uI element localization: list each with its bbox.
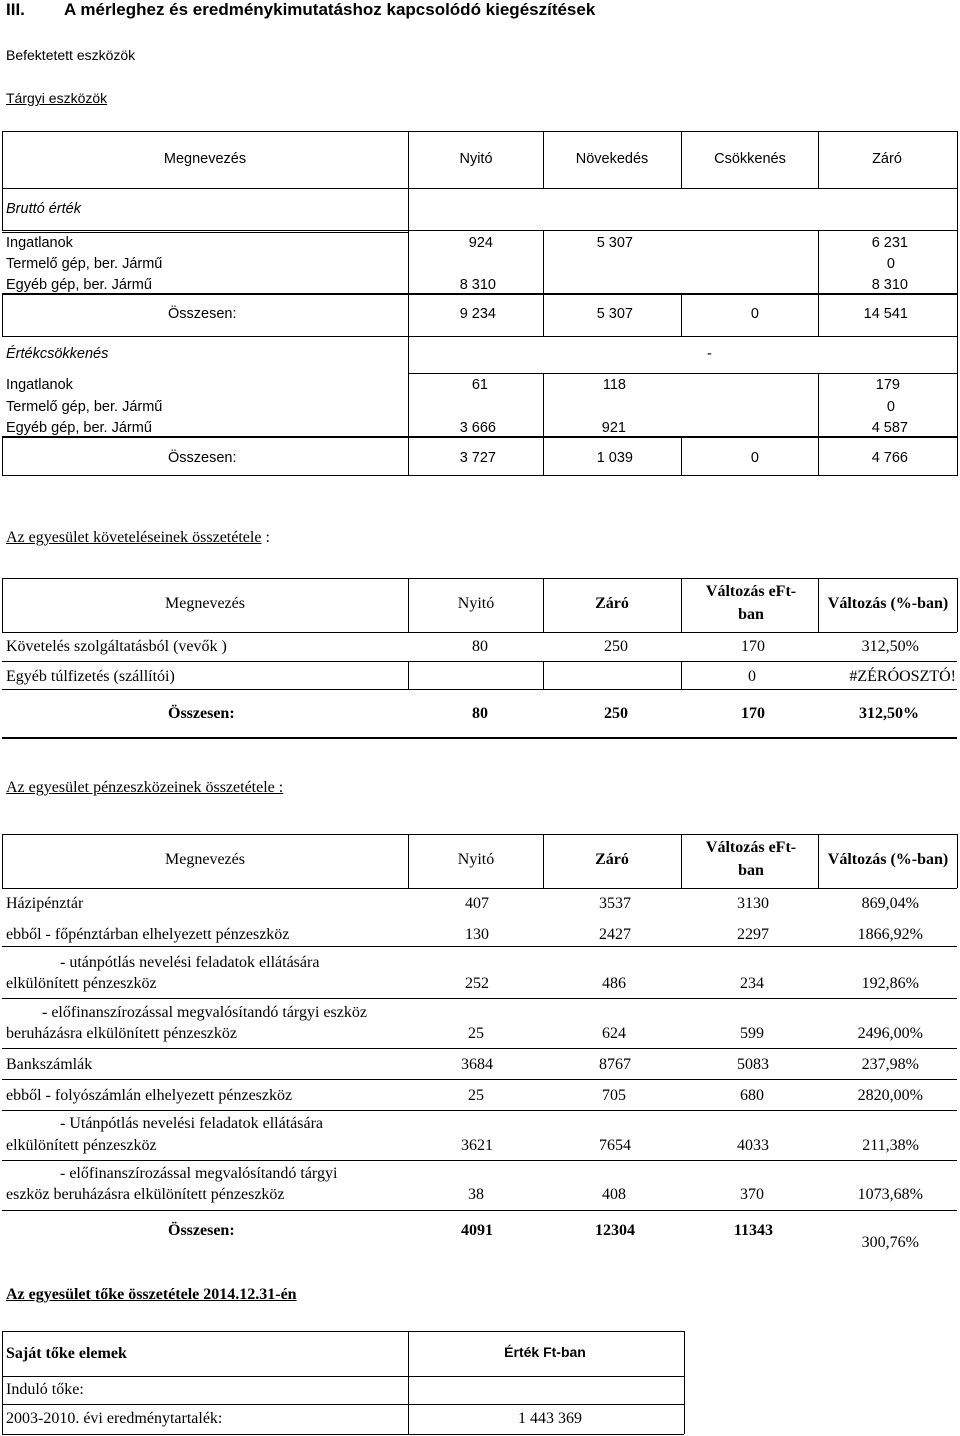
col-header-open: Nyitó bbox=[459, 151, 493, 167]
cell-close: 8 310 bbox=[871, 277, 908, 293]
row-name: Egyéb túlfizetés (szállítói) bbox=[6, 668, 175, 685]
cell-change: 2297 bbox=[737, 926, 769, 943]
row-name: ebből - folyószámlán elhelyezett pénzeszköz bbox=[6, 1087, 293, 1104]
col-header-close: Záró bbox=[872, 151, 902, 167]
row-name: Ingatlanok bbox=[6, 235, 73, 251]
total-label: Összesen: bbox=[168, 306, 237, 322]
row-name-line2: beruházásra elkülönített pénzeszköz bbox=[6, 1025, 237, 1042]
equity-title: Az egyesület tőke összetétele 2014.12.31-én bbox=[6, 1286, 297, 1303]
col-header-name: Megnevezés bbox=[165, 851, 245, 868]
cell-close: 7654 bbox=[599, 1137, 631, 1154]
row-name: ebből - főpénztárban elhelyezett pénzeszköz bbox=[6, 926, 290, 943]
cell-close: 250 bbox=[604, 638, 628, 655]
total-change: 170 bbox=[741, 705, 765, 722]
depreciation-label: Értékcsökkenés bbox=[6, 346, 109, 362]
cell-open: 407 bbox=[465, 895, 489, 912]
cell-close: 0 bbox=[886, 256, 895, 272]
cell-open: 25 bbox=[468, 1087, 484, 1104]
cell-pct: 869,04% bbox=[861, 895, 919, 912]
cell-open: 3 666 bbox=[459, 420, 496, 436]
row-name: Egyéb gép, ber. Jármű bbox=[6, 420, 152, 436]
cell-close: 486 bbox=[602, 975, 626, 992]
total-change: 11343 bbox=[733, 1222, 773, 1239]
row-name: - Utánpótlás nevelési feladatok ellátására bbox=[60, 1115, 323, 1132]
row-name: Követelés szolgáltatásból (vevők ) bbox=[6, 638, 227, 655]
cell-open: 8 310 bbox=[459, 277, 496, 293]
cell-open: 3621 bbox=[461, 1137, 493, 1154]
col-header-change-ft: Változás eFt- bbox=[705, 839, 797, 856]
col-header-decrease: Csökkenés bbox=[714, 151, 786, 167]
col-header-name: Saját tőke elemek bbox=[6, 1345, 127, 1362]
col-header-change-pct: Változás (%-ban) bbox=[827, 595, 949, 612]
col-header-value: Érték Ft-ban bbox=[504, 1344, 586, 1360]
row-name: Induló tőke: bbox=[6, 1381, 84, 1398]
receivables-title-suffix: : bbox=[265, 529, 270, 546]
section-title-fixed-assets: Befektetett eszközök bbox=[6, 47, 136, 63]
cell-close: 4 587 bbox=[871, 420, 908, 436]
cell-close: 408 bbox=[602, 1186, 626, 1203]
cell-change: 370 bbox=[740, 1186, 764, 1203]
total-decrease: 0 bbox=[750, 450, 759, 466]
col-header-change-pct: Változás (%-ban) bbox=[827, 851, 949, 868]
gross-value-label: Bruttó érték bbox=[6, 201, 81, 217]
total-open: 80 bbox=[472, 705, 488, 722]
total-label: Összesen: bbox=[168, 1222, 235, 1239]
cell-change: 599 bbox=[740, 1025, 764, 1042]
cell-pct: 192,86% bbox=[861, 975, 919, 992]
cell-open: 61 bbox=[471, 377, 488, 393]
cell-close: 8767 bbox=[599, 1056, 631, 1073]
cell-open: 130 bbox=[465, 926, 489, 943]
row-name: - előfinanszírozással megvalósítandó tárgyi eszköz bbox=[42, 1004, 367, 1021]
cell-open: 25 bbox=[468, 1025, 484, 1042]
row-name-line2: eszköz beruházásra elkülönített pénzeszköz bbox=[6, 1186, 285, 1203]
col-header-increase: Növekedés bbox=[575, 151, 649, 167]
total-label: Összesen: bbox=[168, 705, 235, 722]
cell-pct: 2820,00% bbox=[857, 1087, 923, 1104]
row-name: Termelő gép, ber. Jármű bbox=[6, 399, 163, 415]
row-name: Házipénztár bbox=[6, 895, 84, 912]
cell-change: 234 bbox=[740, 975, 764, 992]
subsection-title-tangible-assets: Tárgyi eszközök bbox=[6, 90, 108, 106]
row-name: - előfinanszírozással megvalósítandó tárgyi bbox=[60, 1165, 338, 1182]
col-header-open: Nyitó bbox=[457, 851, 495, 868]
cell-increase: 5 307 bbox=[596, 235, 633, 251]
col-header-name: Megnevezés bbox=[165, 595, 245, 612]
total-close: 14 541 bbox=[863, 306, 908, 322]
cell-increase: 921 bbox=[601, 420, 626, 436]
row-name: Termelő gép, ber. Jármű bbox=[6, 256, 163, 272]
total-decrease: 0 bbox=[750, 306, 759, 322]
cell-pct: 2496,00% bbox=[857, 1025, 923, 1042]
row-name: Ingatlanok bbox=[6, 377, 73, 393]
cell-open: 3684 bbox=[461, 1056, 493, 1073]
cell-increase: 118 bbox=[602, 377, 626, 393]
cell-pct: #ZÉRÓOSZTÓ! bbox=[849, 668, 956, 685]
col-header-close: Záró bbox=[595, 595, 629, 612]
cell-change: 3130 bbox=[737, 895, 769, 912]
heading-number: III. bbox=[6, 0, 25, 19]
cell-pct: 1073,68% bbox=[857, 1186, 923, 1203]
cell-change: 4033 bbox=[737, 1137, 769, 1154]
col-header-open: Nyitó bbox=[457, 595, 495, 612]
col-header-change-ft-2: ban bbox=[738, 606, 764, 623]
cell-close: 0 bbox=[886, 399, 895, 415]
cell-close: 705 bbox=[602, 1087, 626, 1104]
cell-pct: 237,98% bbox=[861, 1056, 919, 1073]
cell-close: 6 231 bbox=[871, 235, 908, 251]
total-close: 12304 bbox=[595, 1222, 635, 1239]
cell-change: 5083 bbox=[737, 1056, 769, 1073]
row-name: Bankszámlák bbox=[6, 1056, 93, 1073]
total-pct: 312,50% bbox=[859, 705, 919, 722]
total-close: 4 766 bbox=[871, 450, 908, 466]
row-name-line2: elkülönített pénzeszköz bbox=[6, 975, 157, 992]
row-name: 2003-2010. évi eredménytartalék: bbox=[6, 1410, 223, 1427]
cell-pct: 1866,92% bbox=[857, 926, 923, 943]
cell-change: 680 bbox=[740, 1087, 764, 1104]
col-header-change-ft: Változás eFt- bbox=[705, 583, 797, 600]
cell-open: 252 bbox=[465, 975, 489, 992]
total-open: 4091 bbox=[461, 1222, 493, 1239]
total-increase: 5 307 bbox=[596, 306, 633, 322]
cell-close: 624 bbox=[602, 1025, 626, 1042]
cell-close: 3537 bbox=[599, 895, 631, 912]
total-increase: 1 039 bbox=[596, 450, 633, 466]
col-header-change-ft-2: ban bbox=[738, 862, 764, 879]
total-pct: 300,76% bbox=[861, 1234, 919, 1251]
col-header-name: Megnevezés bbox=[163, 151, 247, 167]
depreciation-dash: - bbox=[707, 346, 712, 362]
receivables-title bbox=[6, 529, 270, 547]
cell-open: 38 bbox=[468, 1186, 484, 1203]
cell-change: 0 bbox=[748, 668, 756, 685]
total-close: 250 bbox=[604, 705, 628, 722]
total-open: 9 234 bbox=[459, 306, 496, 322]
cell-value: 1 443 369 bbox=[518, 1410, 582, 1427]
receivables-title-text: Az egyesület követeléseinek összetétele bbox=[6, 529, 262, 546]
col-header-close: Záró bbox=[595, 851, 629, 868]
row-name: Egyéb gép, ber. Jármű bbox=[6, 277, 152, 293]
row-name: - utánpótlás nevelési feladatok ellátására bbox=[60, 954, 320, 971]
total-label: Összesen: bbox=[168, 450, 237, 466]
cell-close: 2427 bbox=[599, 926, 631, 943]
cell-pct: 312,50% bbox=[861, 638, 919, 655]
cell-change: 170 bbox=[741, 638, 765, 655]
cell-pct: 211,38% bbox=[862, 1137, 919, 1154]
row-name-line2: elkülönített pénzeszköz bbox=[6, 1137, 157, 1154]
cell-open: 80 bbox=[472, 638, 488, 655]
cell-open: 924 bbox=[468, 235, 493, 251]
page-title: A mérleghez és eredménykimutatáshoz kapcsolódó kiegészítések bbox=[64, 0, 596, 19]
cell-close: 179 bbox=[875, 377, 900, 393]
total-open: 3 727 bbox=[459, 450, 496, 466]
cash-title: Az egyesület pénzeszközeinek összetétele : bbox=[6, 779, 284, 796]
